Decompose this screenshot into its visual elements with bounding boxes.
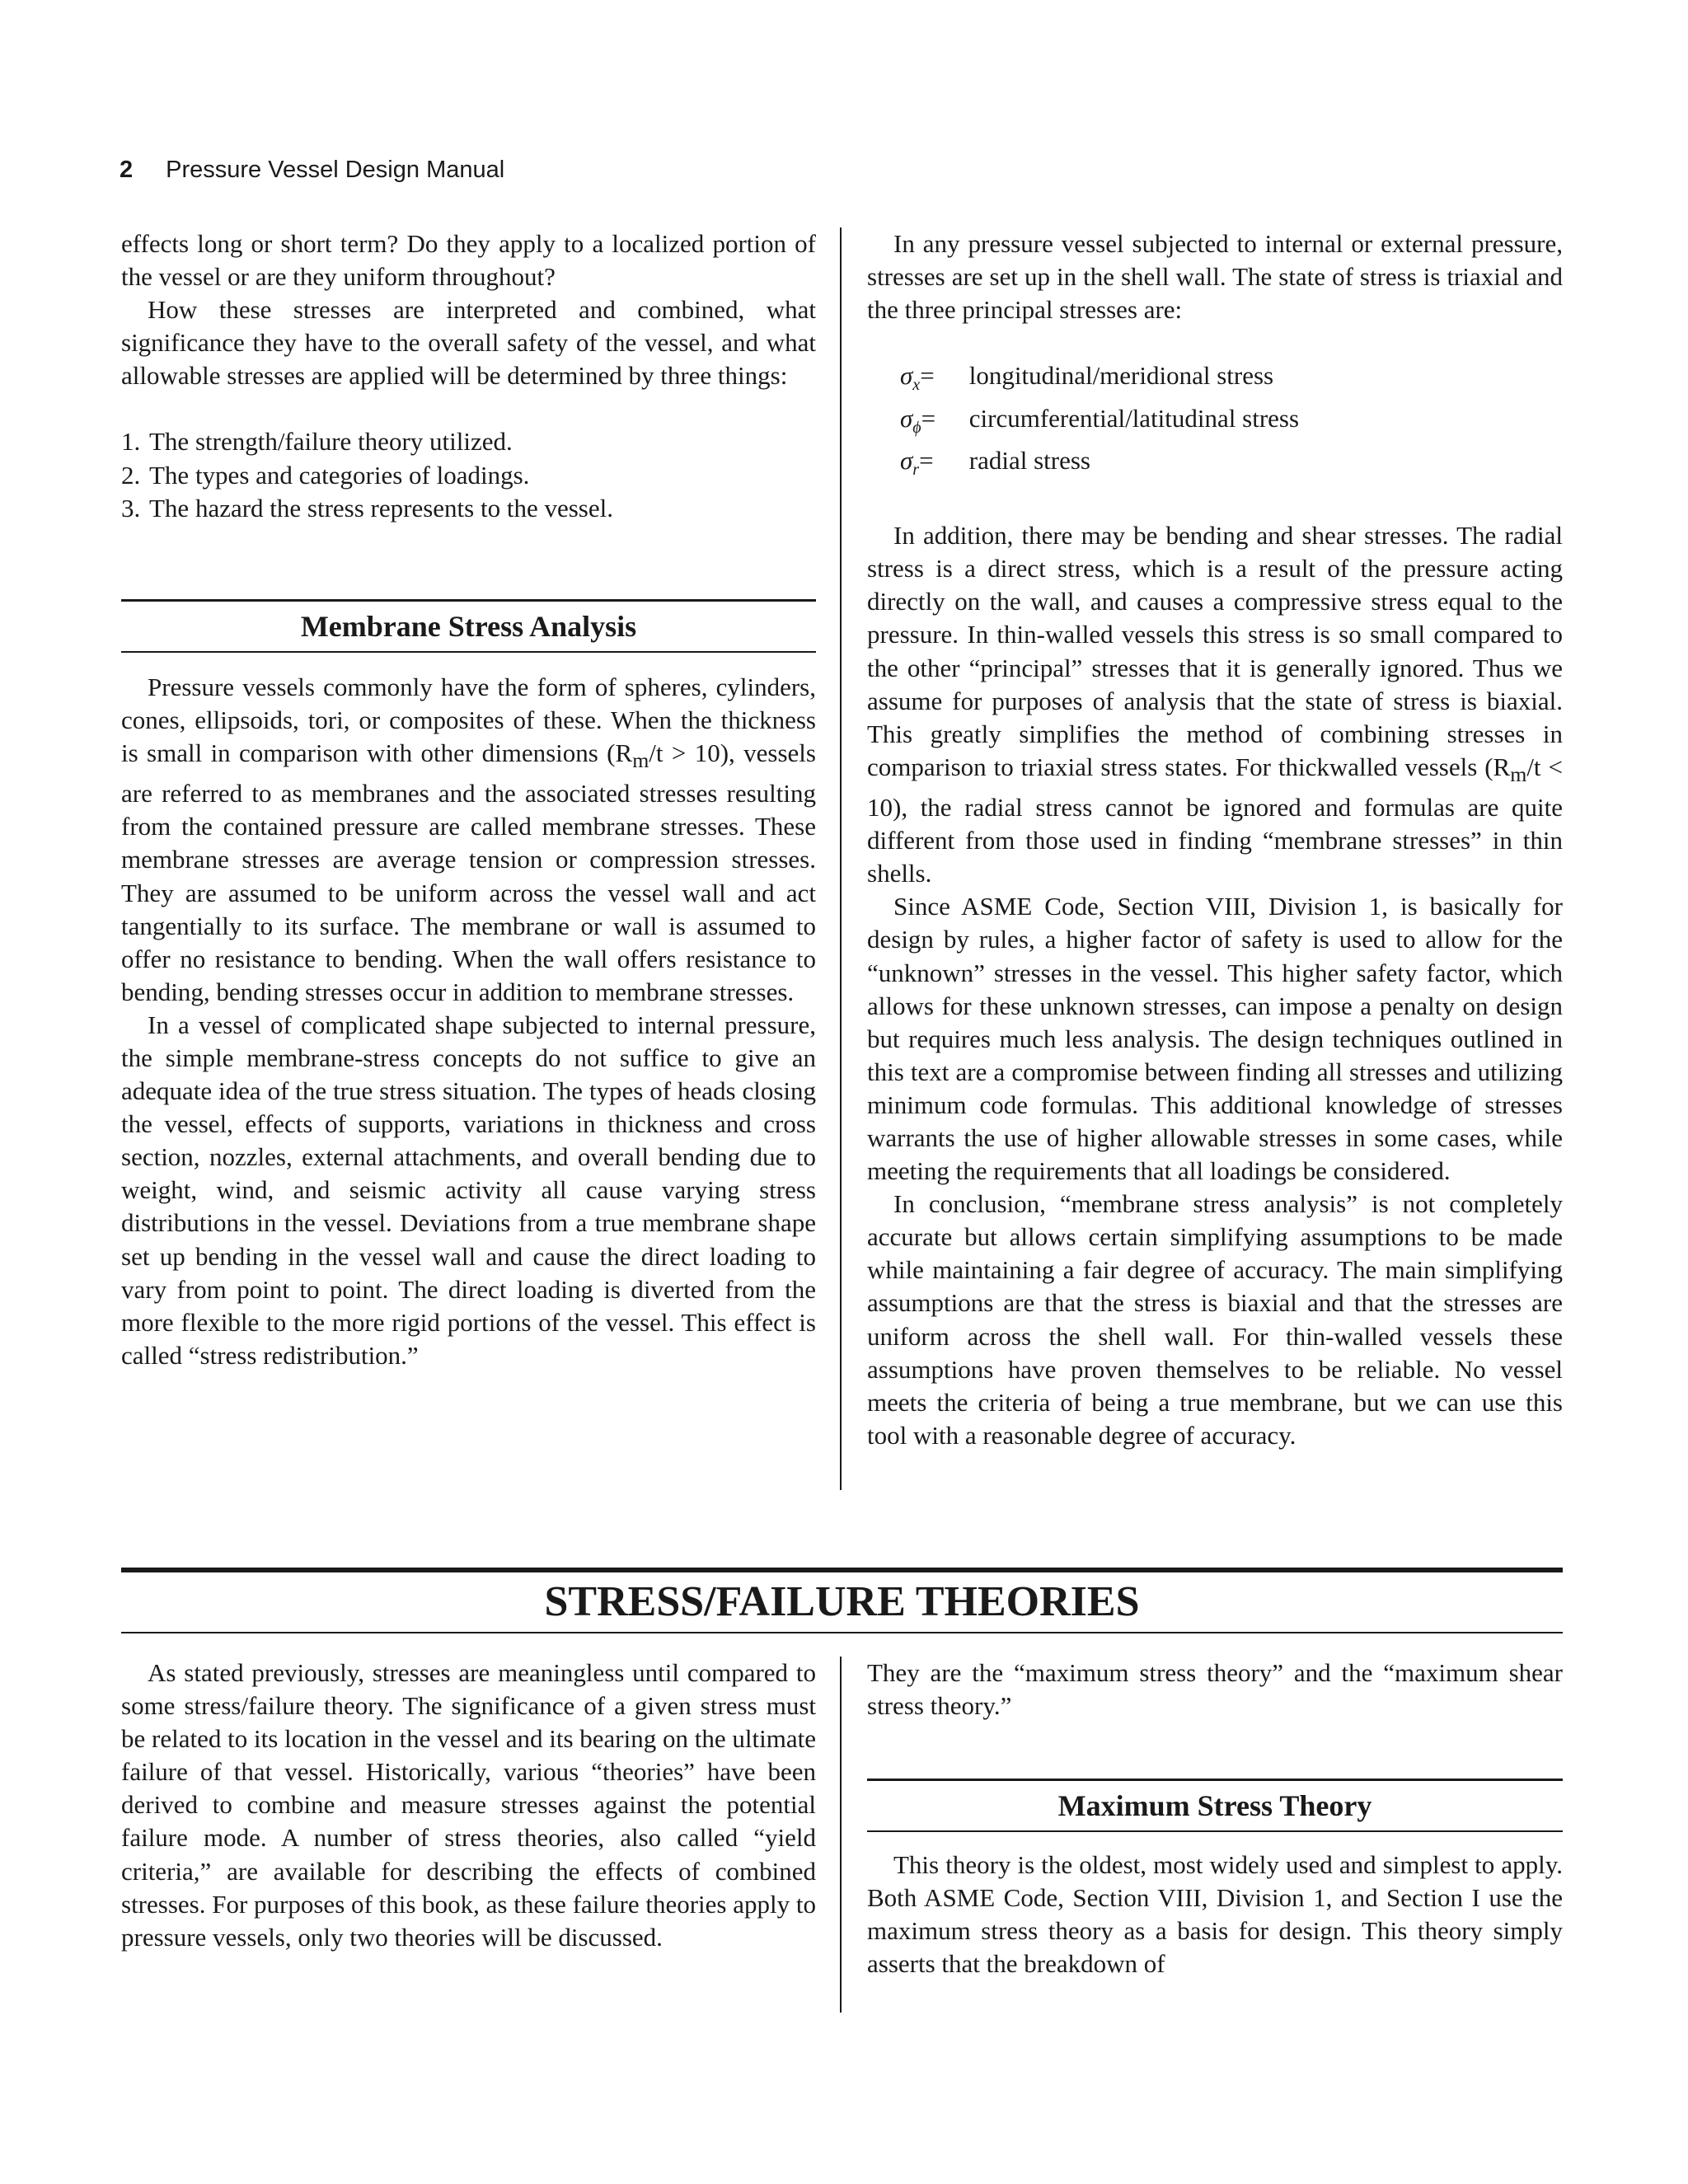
section-heading: STRESS/FAILURE THEORIES — [121, 1568, 1563, 1633]
text-run: In addition, there may be bending and shear stresses. The radial stress is a direct stress, which is a result of the pressure acting directly on the wall, and causes a compressive stress equal to the pressure. In thin-walled vessels this stress is so small compared to the other “principal” stresses that it is generally ignored. Thus we assume for purposes of analysis that the state of stress is biaxial. This greatly simplifies the method of combining stresses in comparison to triaxial stress states. For thickwalled vessels (R — [867, 521, 1563, 781]
principal-stress-list — [900, 359, 1563, 486]
stress-description: longitudinal/meridional stress — [968, 361, 1274, 391]
stress-description: circumferential/latitudinal stress — [968, 403, 1300, 433]
paragraph: This theory is the oldest, most widely used and simplest to apply. Both ASME Code, Section VIII, Division 1, and Section I use the maximum stress theory as a basis for design. This theory simply asserts that the breakdown of — [867, 1850, 1563, 1979]
list-text: The strength/failure theory utilized. — [149, 427, 513, 457]
paragraph: Since ASME Code, Section VIII, Division 1, is basically for design by rules, a higher factor of safety is used to allow for the “unknown” stresses in the vessel. This higher safety factor, which allows for these unknown stresses, can impose a penalty on design but requires much less analysis. The design techniques outlined in this text are a compromise between finding all stresses and utilizing minimum code formulas. This additional knowledge of stresses warrants the use of higher allowable stresses in some cases, while meeting the requirements that all loadings be considered. — [867, 892, 1563, 1186]
book-title: Pressure Vessel Design Manual — [166, 157, 505, 183]
list-text: The types and categories of loadings. — [149, 460, 530, 490]
paragraph — [121, 671, 816, 1009]
paragraph: As stated previously, stresses are meaningless until compared to some stress/failure theory. The significance of a given stress must be related to its location in the vessel and its bearing on the ultimate failure of that vessel. Historically, various “theories” have been derived to combine and measure stresses against the potential failure mode. A number of stress theories, also called “yield criteria,” are available for describing the effects of combined stresses. For purposes of this book, as these failure theories apply to pressure vessels, only two theories will be discussed. — [121, 1658, 816, 1952]
text-run: Pressure vessels commonly have the form of spheres, cylinders, cones, ellipsoids, tori, or composites of these. When the thickness is small in comparison with other dimensions (R — [121, 672, 816, 767]
running-header — [120, 157, 504, 184]
paragraph: In a vessel of complicated shape subjected to internal pressure, the simple membrane-stress concepts do not suffice to give an adequate idea of the true stress situation. The types of heads closing the vessel, effects of supports, variations in thickness and cross section, nozzles, external attachments, and overall bending due to weight, wind, and seismic activity all cause varying stress distributions in the vessel. Deviations from a true membrane shape set up bending in the vessel wall and cause the direct loading to vary from point to point. The direct loading is diverted from the more flexible to the more rigid portions of the vessel. This effect is called “stress redistribution.” — [121, 1010, 816, 1370]
column-left-top — [121, 227, 816, 1372]
paragraph: They are the “maximum stress theory” and the “maximum shear stress theory.” — [867, 1658, 1563, 1721]
stress-description: radial stress — [968, 445, 1090, 475]
list-number: 2. — [121, 460, 141, 490]
text-run: /t > 10), vessels are referred to as membranes and the associated stresses resulting from the contained pressure are called membrane stresses. These membrane stresses are average tension or compression stresses. They are assumed to be uniform across the vessel wall and act tangentially to its surface. The membrane or wall is assumed to offer no resistance to bending. When the wall offers resistance to bending, bending stresses occur in addition to membrane stresses. — [121, 738, 816, 1006]
column-right-bottom — [867, 1657, 1563, 1981]
list-item — [121, 425, 816, 458]
stress-symbol: $\sigma_r=$ — [900, 445, 934, 480]
list-text: The hazard the stress represents to the vessel. — [149, 493, 613, 523]
list-item — [121, 459, 816, 492]
numbered-list — [121, 425, 816, 524]
stress-definition — [900, 444, 1563, 486]
paragraph — [867, 519, 1563, 890]
membrane-stress-heading: Membrane Stress Analysis — [121, 599, 816, 653]
maximum-stress-heading: Maximum Stress Theory — [867, 1779, 1563, 1832]
column-left-bottom — [121, 1657, 816, 1954]
subscript: m — [632, 748, 649, 773]
list-number: 3. — [121, 493, 141, 523]
column-divider — [840, 227, 842, 1490]
column-divider — [840, 1657, 842, 2013]
list-number: 1. — [121, 427, 141, 457]
paragraph: effects long or short term? Do they apply to a localized portion of the vessel or are they uniform throughout? — [121, 229, 816, 292]
paragraph: How these stresses are interpreted and combined, what significance they have to the overall safety of the vessel, and what allowable stresses are applied will be determined by three things: — [121, 295, 816, 391]
page-number: 2 — [120, 157, 134, 183]
stress-definition — [900, 359, 1563, 401]
stress-definition — [900, 402, 1563, 444]
paragraph: In conclusion, “membrane stress analysis” is not completely accurate but allows certain simplifying assumptions to be made while maintaining a fair degree of accuracy. The main simplifying assumptions are that the stress is biaxial and that the stresses are uniform across the shell wall. For thin-walled vessels these assumptions have proven themselves to be reliable. No vessel meets the criteria of being a true membrane, but we can use this tool with a reasonable degree of accuracy. — [867, 1189, 1563, 1450]
stress-symbol: $\sigma_\phi=$ — [900, 403, 936, 437]
text-run: /t < 10), the radial stress cannot be ignored and formulas are quite different from those used in finding “membrane stresses” in thin shells. — [867, 752, 1563, 888]
stress-symbol: $\sigma_x=$ — [900, 361, 935, 395]
column-right-top — [867, 227, 1563, 1452]
list-item — [121, 492, 816, 525]
paragraph: In any pressure vessel subjected to internal or external pressure, stresses are set up in the shell wall. The state of stress is triaxial and the three principal stresses are: — [867, 229, 1563, 325]
subscript: m — [1510, 762, 1527, 786]
